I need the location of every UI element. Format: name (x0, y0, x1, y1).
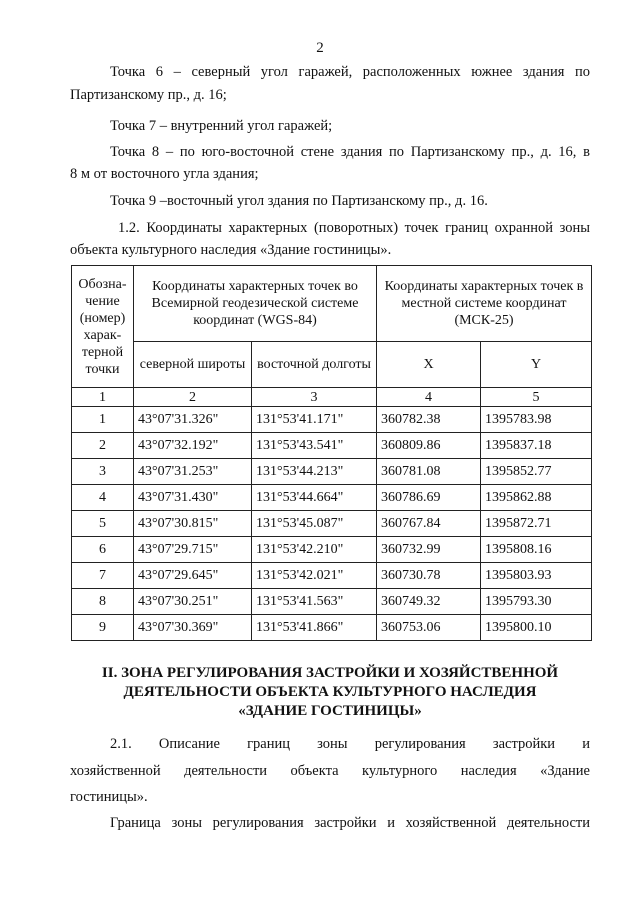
y-coordinate: 1395803.93 (481, 563, 592, 589)
east-longitude: 131°53'42.021" (252, 563, 377, 589)
x-coordinate: 360732.99 (377, 537, 481, 563)
paragraph-point-6-line1: Точка 6 – северный угол гаражей, расположенных южнее здания по (110, 64, 590, 80)
point-number: 7 (72, 563, 134, 589)
paragraph-point-7: Точка 7 – внутренний угол гаражей; (110, 118, 333, 134)
point-number: 9 (72, 615, 134, 641)
section-title-line: II. ЗОНА РЕГУЛИРОВАНИЯ ЗАСТРОЙКИ И ХОЗЯЙСТВЕННОЙ (101, 665, 559, 681)
x-coordinate: 360809.86 (377, 433, 481, 459)
section-title (70, 664, 590, 721)
table-row (72, 407, 592, 433)
y-coordinate: 1395872.71 (481, 511, 592, 537)
header-msk25: Координаты характерных точек в местной системе координат (МСК-25) (377, 266, 592, 342)
column-number: 4 (377, 388, 481, 407)
header-point-number: Обозна-чение (номер) харак-терной точки (72, 266, 134, 388)
table-row (72, 537, 592, 563)
north-latitude: 43°07'31.430" (134, 485, 252, 511)
paragraph-1-2-line1: 1.2. Координаты характерных (поворотных) точек границ охранной зоны (118, 220, 590, 236)
point-number: 6 (72, 537, 134, 563)
y-coordinate: 1395800.10 (481, 615, 592, 641)
x-coordinate: 360730.78 (377, 563, 481, 589)
point-number: 1 (72, 407, 134, 433)
paragraph-2-1-line1: 2.1. Описание границ зоны регулирования застройки и (110, 736, 590, 752)
north-latitude: 43°07'32.192" (134, 433, 252, 459)
x-coordinate: 360767.84 (377, 511, 481, 537)
column-number: 5 (481, 388, 592, 407)
x-coordinate: 360782.38 (377, 407, 481, 433)
north-latitude: 43°07'30.251" (134, 589, 252, 615)
east-longitude: 131°53'44.213" (252, 459, 377, 485)
paragraph-2-1-line3: гостиницы». (70, 789, 148, 805)
paragraph-1-2-line2: объекта культурного наследия «Здание гостиницы». (70, 242, 392, 258)
north-latitude: 43°07'30.369" (134, 615, 252, 641)
point-number: 5 (72, 511, 134, 537)
paragraph-point-8-line1: Точка 8 – по юго-восточной стене здания по Партизанскому пр., д. 16, в (110, 144, 590, 160)
table-row (72, 589, 592, 615)
column-number: 3 (252, 388, 377, 407)
east-longitude: 131°53'43.541" (252, 433, 377, 459)
y-coordinate: 1395852.77 (481, 459, 592, 485)
point-number: 8 (72, 589, 134, 615)
table-row (72, 615, 592, 641)
y-coordinate: 1395808.16 (481, 537, 592, 563)
paragraph-point-6-line2: Партизанскому пр., д. 16; (70, 87, 227, 103)
north-latitude: 43°07'31.253" (134, 459, 252, 485)
header-wgs84: Координаты характерных точек во Всемирной геодезической системе координат (WGS-84) (134, 266, 377, 342)
north-latitude: 43°07'29.715" (134, 537, 252, 563)
east-longitude: 131°53'41.866" (252, 615, 377, 641)
x-coordinate: 360753.06 (377, 615, 481, 641)
column-number: 1 (72, 388, 134, 407)
north-latitude: 43°07'31.326" (134, 407, 252, 433)
point-number: 2 (72, 433, 134, 459)
east-longitude: 131°53'44.664" (252, 485, 377, 511)
paragraph-point-9: Точка 9 –восточный угол здания по Партизанскому пр., д. 16. (110, 193, 488, 209)
paragraph-2-1-line2: хозяйственной деятельности объекта культурного наследия «Здание (70, 763, 590, 779)
header-east-longitude: восточной долготы (252, 342, 377, 388)
header-north-latitude: северной широты (134, 342, 252, 388)
y-coordinate: 1395837.18 (481, 433, 592, 459)
east-longitude: 131°53'42.210" (252, 537, 377, 563)
column-number: 2 (134, 388, 252, 407)
table-row (72, 563, 592, 589)
north-latitude: 43°07'29.645" (134, 563, 252, 589)
point-number: 3 (72, 459, 134, 485)
east-longitude: 131°53'41.563" (252, 589, 377, 615)
paragraph-point-8-line2: 8 м от восточного угла здания; (70, 166, 259, 182)
x-coordinate: 360749.32 (377, 589, 481, 615)
header-y: Y (481, 342, 592, 388)
paragraph-boundary-line1: Граница зоны регулирования застройки и хозяйственной деятельности (110, 815, 590, 831)
table-row (72, 485, 592, 511)
point-number: 4 (72, 485, 134, 511)
page-number: 2 (316, 40, 324, 56)
section-title-line: ДЕЯТЕЛЬНОСТИ ОБЪЕКТА КУЛЬТУРНОГО НАСЛЕДИЯ (123, 684, 537, 700)
east-longitude: 131°53'45.087" (252, 511, 377, 537)
east-longitude: 131°53'41.171" (252, 407, 377, 433)
y-coordinate: 1395793.30 (481, 589, 592, 615)
header-x: X (377, 342, 481, 388)
table-row (72, 511, 592, 537)
section-title-line: «ЗДАНИЕ ГОСТИНИЦЫ» (238, 703, 422, 719)
table-row (72, 459, 592, 485)
table-row (72, 433, 592, 459)
coordinates-table (71, 265, 592, 641)
y-coordinate: 1395783.98 (481, 407, 592, 433)
north-latitude: 43°07'30.815" (134, 511, 252, 537)
x-coordinate: 360781.08 (377, 459, 481, 485)
x-coordinate: 360786.69 (377, 485, 481, 511)
y-coordinate: 1395862.88 (481, 485, 592, 511)
